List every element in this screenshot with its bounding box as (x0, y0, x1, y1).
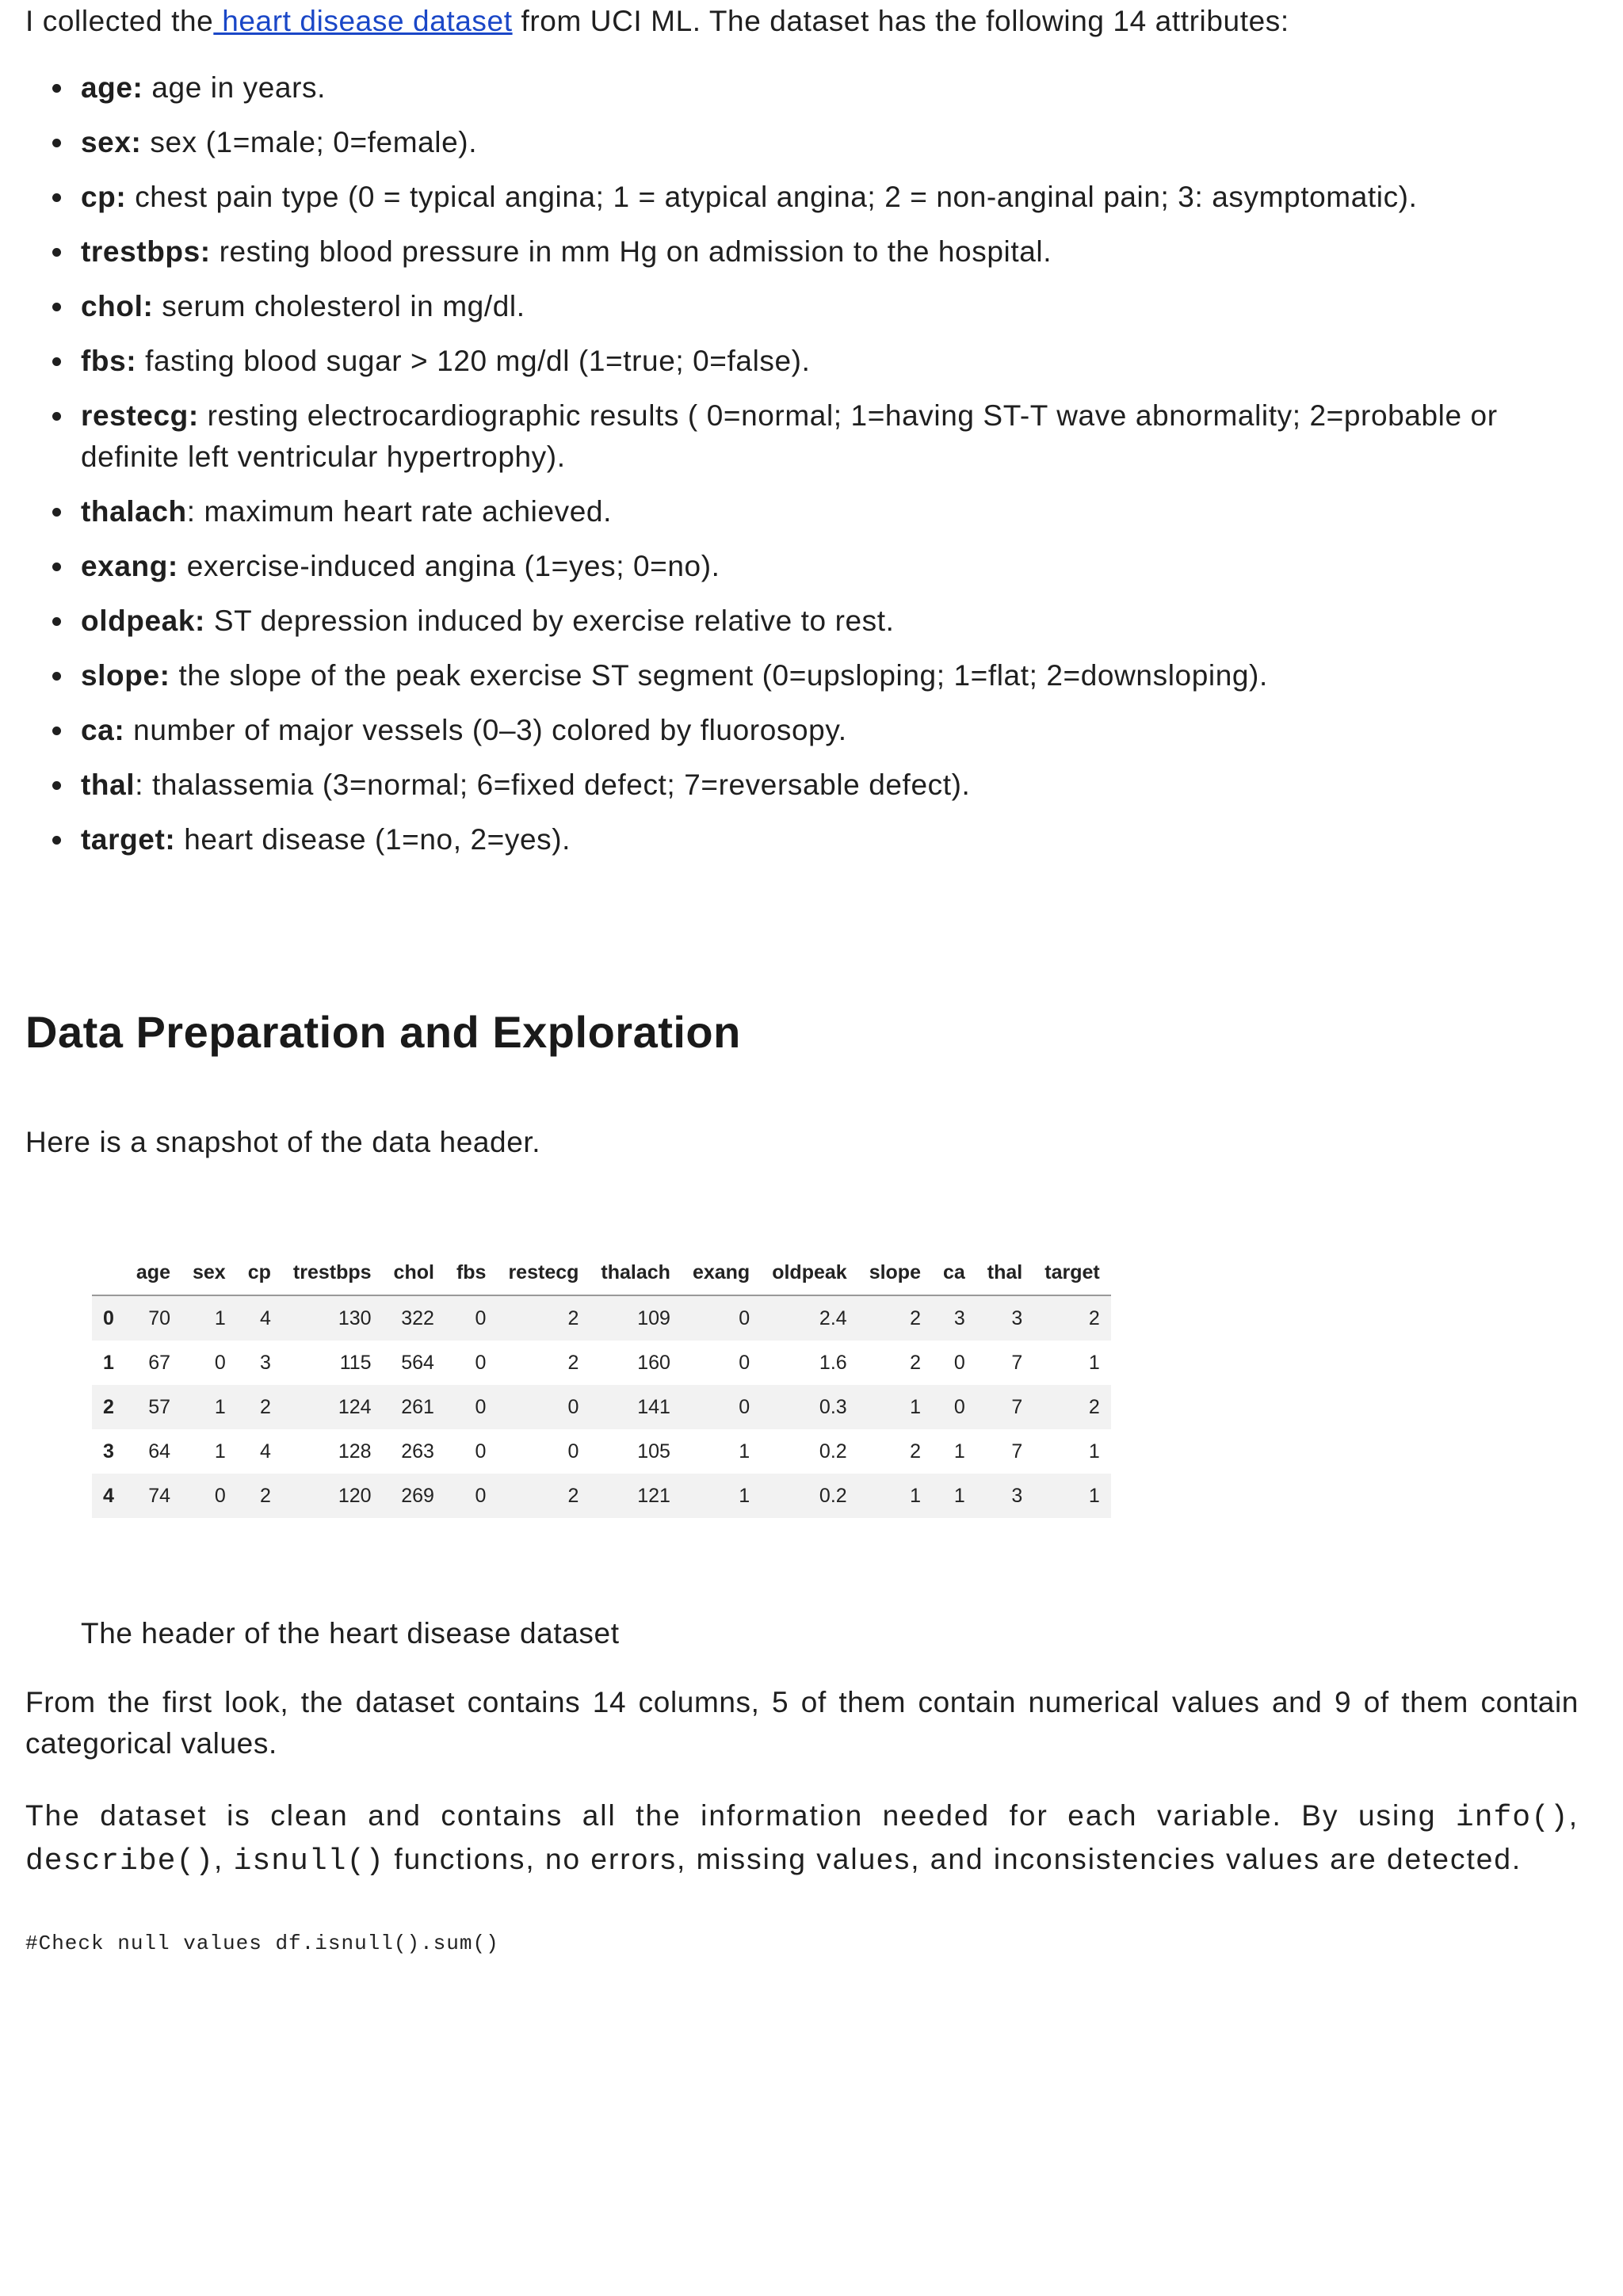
describe-code: describe() (25, 1844, 215, 1878)
table-cell: 2.4 (819, 1306, 847, 1329)
column-header-oldpeak: oldpeak (761, 1250, 857, 1295)
table-cell: 67 (148, 1351, 170, 1374)
table-cell: 4 (260, 1440, 271, 1463)
attribute-item (81, 286, 1579, 327)
attribute-item (81, 765, 1579, 806)
table-cell: 2 (1088, 1395, 1100, 1418)
table-cell: 0 (475, 1484, 487, 1507)
table-cell: 0 (739, 1395, 750, 1418)
index-header (92, 1250, 125, 1295)
row-index: 0 (103, 1306, 114, 1329)
table-cell: 0 (475, 1395, 487, 1418)
attribute-item (81, 546, 1579, 587)
attribute-name: oldpeak: (81, 605, 205, 637)
attribute-name: target: (81, 823, 176, 856)
table-cell: 160 (637, 1351, 670, 1374)
attribute-description: : thalassemia (3=normal; 6=fixed defect; 7=reversable defect). (135, 769, 971, 801)
column-header-fbs: fbs (445, 1250, 498, 1295)
table-cell: 0 (953, 1395, 965, 1418)
snapshot-text: Here is a snapshot of the data header. (25, 1126, 541, 1158)
attribute-description: ST depression induced by exercise relative to rest. (204, 605, 895, 637)
attribute-name: exang: (81, 550, 178, 582)
table-cell: 2 (910, 1440, 921, 1463)
table-cell: 1 (214, 1306, 226, 1329)
attribute-description: serum cholesterol in mg/dl. (153, 290, 525, 322)
heart-disease-dataset-link[interactable]: heart disease dataset (213, 5, 513, 37)
table-header-row (92, 1250, 1111, 1295)
table-row (92, 1429, 1111, 1474)
data-header-table-image (92, 1250, 1111, 1518)
para2-text-2: functions, no errors, missing values, and inconsistencies values are detected. (384, 1843, 1522, 1875)
table-cell: 1.6 (819, 1351, 847, 1374)
table-cell: 64 (148, 1440, 170, 1463)
attribute-description: sex (1=male; 0=female). (141, 126, 478, 158)
attribute-name: thalach (81, 495, 187, 528)
table-cell: 1 (1088, 1484, 1100, 1507)
table-cell: 109 (637, 1306, 670, 1329)
table-cell: 2 (1088, 1306, 1100, 1329)
table-cell: 0 (214, 1484, 226, 1507)
column-header-target: target (1033, 1250, 1110, 1295)
attribute-item (81, 122, 1579, 163)
figure-caption: The header of the heart disease dataset (81, 1617, 620, 1650)
attribute-name: ca: (81, 714, 125, 746)
table-cell: 105 (637, 1440, 670, 1463)
table-cell: 263 (401, 1440, 434, 1463)
table-cell: 0 (953, 1351, 965, 1374)
table-cell: 3 (1011, 1484, 1023, 1507)
attribute-item (81, 710, 1579, 751)
table-cell: 1 (214, 1395, 226, 1418)
column-header-chol: chol (383, 1250, 445, 1295)
isnull-code: isnull() (233, 1844, 385, 1878)
attribute-item (81, 341, 1579, 382)
article (25, 0, 1579, 1955)
info-code: info() (1455, 1801, 1569, 1835)
table-cell: 2 (260, 1484, 271, 1507)
table-body (92, 1295, 1111, 1518)
column-header-exang: exang (682, 1250, 761, 1295)
table-cell: 0.2 (819, 1484, 847, 1507)
table-cell: 0 (739, 1351, 750, 1374)
table-row (92, 1341, 1111, 1385)
attribute-name: trestbps: (81, 235, 211, 268)
table-cell: 1 (953, 1484, 965, 1507)
row-index: 3 (103, 1440, 114, 1463)
attribute-name: fbs: (81, 345, 137, 377)
row-index: 1 (103, 1351, 114, 1374)
table-cell: 322 (401, 1306, 434, 1329)
attribute-description: resting blood pressure in mm Hg on admission to the hospital. (210, 235, 1052, 268)
table-cell: 261 (401, 1395, 434, 1418)
table-cell: 4 (260, 1306, 271, 1329)
column-header-thal: thal (976, 1250, 1033, 1295)
row-index: 4 (103, 1484, 114, 1507)
table-cell: 120 (338, 1484, 372, 1507)
table-cell: 2 (910, 1351, 921, 1374)
table-cell: 3 (1011, 1306, 1023, 1329)
attribute-item (81, 655, 1579, 696)
column-header-ca: ca (932, 1250, 976, 1295)
table-cell: 0 (475, 1440, 487, 1463)
table-cell: 0 (475, 1306, 487, 1329)
attribute-description: number of major vessels (0–3) colored by fluorosopy. (124, 714, 847, 746)
column-header-slope: slope (858, 1250, 932, 1295)
table-cell: 124 (338, 1395, 372, 1418)
intro-paragraph (25, 0, 1579, 42)
table-cell: 57 (148, 1395, 170, 1418)
attribute-item (81, 491, 1579, 532)
table-cell: 269 (401, 1484, 434, 1507)
table-cell: 1 (214, 1440, 226, 1463)
table-row (92, 1385, 1111, 1429)
table-cell: 1 (910, 1484, 921, 1507)
attribute-name: chol: (81, 290, 154, 322)
attribute-list (25, 67, 1579, 860)
attribute-name: sex: (81, 126, 142, 158)
para2-sep-2: , (214, 1843, 234, 1875)
table-cell: 128 (338, 1440, 372, 1463)
column-header-restecg: restecg (497, 1250, 590, 1295)
table-cell: 0.3 (819, 1395, 847, 1418)
column-header-thalach: thalach (590, 1250, 682, 1295)
para2-text-1: The dataset is clean and contains all the information needed for each variable. By using (25, 1799, 1456, 1832)
attribute-description: heart disease (1=no, 2=yes). (175, 823, 571, 856)
table-cell: 141 (637, 1395, 670, 1418)
intro-prefix: I collected the (25, 5, 214, 37)
data-header-table (92, 1250, 1111, 1518)
table-cell: 121 (637, 1484, 670, 1507)
column-header-sex: sex (181, 1250, 237, 1295)
column-header-trestbps: trestbps (282, 1250, 383, 1295)
table-cell: 1 (1088, 1351, 1100, 1374)
table-cell: 1 (739, 1484, 750, 1507)
table-cell: 2 (567, 1351, 579, 1374)
intro-suffix: from UCI ML. The dataset has the following 14 attributes: (512, 5, 1289, 37)
table-cell: 3 (953, 1306, 965, 1329)
attribute-description: resting electrocardiographic results ( 0=normal; 1=having ST-T wave abnormality; 2=probable or definite left ventricular hypertrophy). (81, 399, 1498, 473)
attribute-description: age in years. (143, 71, 327, 104)
attribute-item (81, 601, 1579, 642)
attribute-item (81, 395, 1579, 478)
table-cell: 2 (567, 1306, 579, 1329)
table-cell: 74 (148, 1484, 170, 1507)
attribute-description: fasting blood sugar > 120 mg/dl (1=true; 0=false). (136, 345, 811, 377)
table-cell: 1 (1088, 1440, 1100, 1463)
dataset-clean-paragraph (25, 1795, 1579, 1882)
table-cell: 0 (567, 1395, 579, 1418)
table-cell: 70 (148, 1306, 170, 1329)
column-header-age: age (125, 1250, 181, 1295)
table-row (92, 1474, 1111, 1518)
attribute-description: exercise-induced angina (1=yes; 0=no). (178, 550, 720, 582)
table-cell: 0 (567, 1440, 579, 1463)
table-cell: 0 (475, 1351, 487, 1374)
table-cell: 115 (339, 1351, 372, 1374)
attribute-name: age: (81, 71, 143, 104)
table-cell: 7 (1011, 1395, 1023, 1418)
table-cell: 130 (338, 1306, 372, 1329)
table-row (92, 1295, 1111, 1341)
table-cell: 0 (214, 1351, 226, 1374)
attribute-description: the slope of the peak exercise ST segment (0=upsloping; 1=flat; 2=downsloping). (170, 659, 1268, 692)
attribute-description: : maximum heart rate achieved. (186, 495, 612, 528)
null-check-code: #Check null values df.isnull().sum() (25, 1932, 499, 1955)
attribute-item (81, 231, 1579, 273)
table-cell: 1 (953, 1440, 965, 1463)
attribute-name: thal (81, 769, 136, 801)
section-heading: Data Preparation and Exploration (25, 1007, 741, 1057)
table-cell: 2 (910, 1306, 921, 1329)
table-cell: 7 (1011, 1351, 1023, 1374)
table-cell: 1 (739, 1440, 750, 1463)
attribute-name: restecg: (81, 399, 199, 432)
table-cell: 0.2 (819, 1440, 847, 1463)
para2-sep-1: , (1568, 1799, 1579, 1832)
table-cell: 2 (260, 1395, 271, 1418)
attribute-name: cp: (81, 181, 127, 213)
table-cell: 0 (739, 1306, 750, 1329)
row-index: 2 (103, 1395, 114, 1418)
attribute-description: chest pain type (0 = typical angina; 1 = atypical angina; 2 = non-anginal pain; 3: asymptomatic). (126, 181, 1418, 213)
table-cell: 2 (567, 1484, 579, 1507)
column-header-cp: cp (237, 1250, 282, 1295)
table-cell: 1 (910, 1395, 921, 1418)
attribute-name: slope: (81, 659, 170, 692)
table-cell: 3 (260, 1351, 271, 1374)
attribute-item (81, 177, 1579, 218)
table-cell: 564 (401, 1351, 434, 1374)
attribute-item (81, 819, 1579, 860)
table-cell: 7 (1011, 1440, 1023, 1463)
attribute-item (81, 67, 1579, 109)
dataset-overview-paragraph: From the first look, the dataset contains 14 columns, 5 of them contain numerical values and 9 of them contain categorical values. (25, 1686, 1579, 1760)
